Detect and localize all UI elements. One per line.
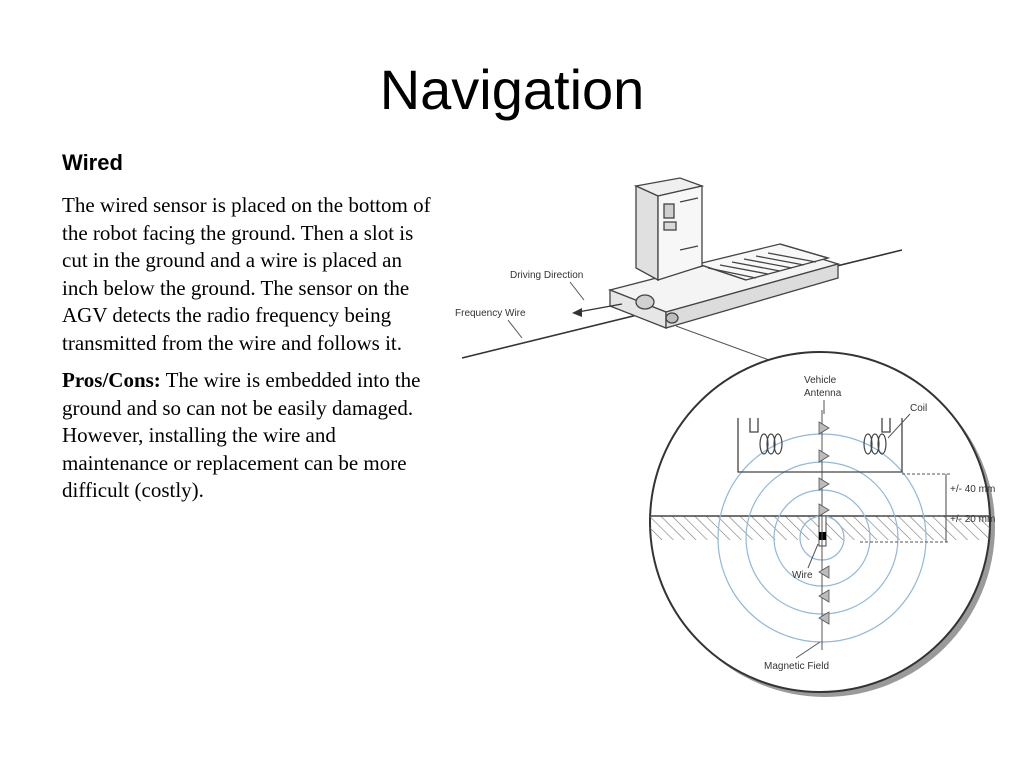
- coil-label: Coil: [910, 403, 928, 414]
- pros-cons-label: Pros/Cons:: [62, 368, 161, 392]
- text-column: [62, 152, 432, 515]
- antenna-label: Antenna: [804, 388, 842, 399]
- section-heading: Wired: [62, 150, 123, 175]
- agv-vehicle-sketch: [610, 178, 838, 328]
- arrow-left-icon: [572, 308, 582, 317]
- description-paragraph: The wired sensor is placed on the bottom of the robot facing the ground. Then a slot is cut in the ground and a wire is placed an inch below the ground. The sensor on the AGV detects the radio frequency being transmitted from the wire and follows it.: [62, 193, 431, 355]
- pros-cons-paragraph: [62, 367, 432, 505]
- dimension-40mm-label: +/- 40 mm: [950, 484, 996, 495]
- slide-title: Navigation: [379, 58, 645, 121]
- dimension-20mm-label: +/- 20 mm: [950, 514, 996, 525]
- vehicle-label: Vehicle: [804, 375, 837, 386]
- wire-label: Wire: [792, 570, 813, 581]
- frequency-wire-label: Frequency Wire: [455, 308, 526, 319]
- agv-wired-navigation-diagram: [440, 160, 1020, 720]
- driving-direction-label: Driving Direction: [510, 270, 584, 281]
- magnetic-field-label: Magnetic Field: [764, 661, 830, 672]
- pros-cons-text: The wire is embedded into the ground and so can not be easily damaged. However, installing the wire and maintenance or replacement can be more difficult (costly).: [62, 368, 421, 502]
